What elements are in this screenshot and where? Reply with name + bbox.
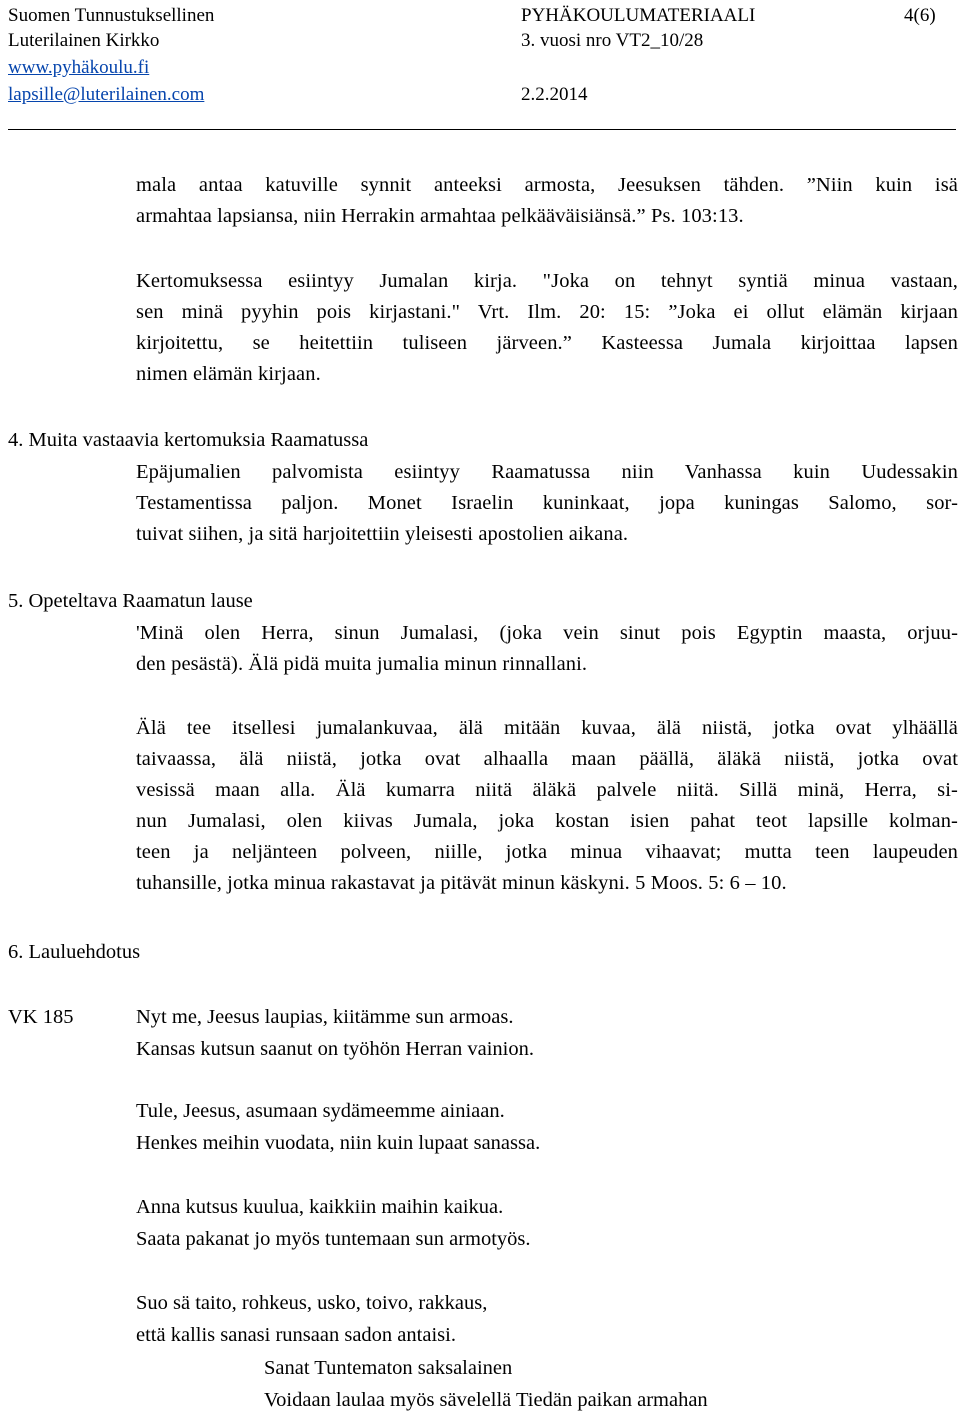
website-link[interactable]: www.pyhäkoulu.fi — [8, 57, 150, 78]
text-line: Testamentissa paljon. Monet Israelin kuninkaat, jopa kuningas Salomo, sor- — [136, 492, 958, 514]
issue-number: 3. vuosi nro VT2_10/28 — [521, 30, 704, 51]
section-6-heading: 6. Lauluehdotus — [8, 941, 141, 963]
text-line: 'Minä olen Herra, sinun Jumalasi, (joka vein sinut pois Egyptin maasta, orjuu- — [136, 622, 958, 644]
section-4-paragraph — [136, 457, 958, 550]
text-line: teen ja neljänteen polveen, niille, jotka minua vihaavat; mutta teen laupeuden — [136, 841, 958, 863]
hymn-line: Anna kutsus kuulua, kaikkiin maihin kaikua. — [136, 1196, 504, 1218]
lyrics-credit: Sanat Tuntematon saksalainen — [264, 1357, 513, 1379]
text-line: armahtaa lapsiansa, niin Herrakin armahtaa pelkääväisiänsä.” Ps. 103:13. — [136, 205, 744, 227]
intro-paragraph-1 — [136, 170, 958, 232]
issue-date: 2.2.2014 — [521, 84, 588, 105]
text-line: tuivat siihen, ja sitä harjoitettiin yleisesti apostolien aikana. — [136, 523, 629, 545]
hymn-line: Suo sä taito, rohkeus, usko, toivo, rakkaus, — [136, 1292, 488, 1314]
bible-verse-paragraph-2 — [136, 713, 958, 899]
hymn-line: Tule, Jeesus, asumaan sydämeemme ainiaan. — [136, 1100, 505, 1122]
intro-paragraph-2 — [136, 266, 958, 390]
hymn-line: Saata pakanat jo myös tuntemaan sun armotyös. — [136, 1228, 531, 1250]
section-5-heading: 5. Opeteltava Raamatun lause — [8, 590, 253, 612]
text-line: taivaassa, älä niistä, jotka ovat alhaalla maan päällä, äläkä niistä, jotka ovat — [136, 748, 958, 770]
text-line: Älä tee itsellesi jumalankuvaa, älä mitään kuvaa, älä niistä, jotka ovat ylhäällä — [136, 717, 958, 739]
org-name-line2: Luterilainen Kirkko — [8, 30, 160, 51]
text-line: sen minä pyyhin pois kirjastani." Vrt. Ilm. 20: 15: ”Joka ei ollut elämän kirjaan — [136, 301, 958, 323]
org-name-line1: Suomen Tunnustuksellinen — [8, 5, 215, 26]
bible-verse-paragraph-1 — [136, 618, 958, 680]
text-line: Epäjumalien palvomista esiintyy Raamatussa niin Vanhassa kuin Uudessakin — [136, 461, 958, 483]
melody-note: Voidaan laulaa myös sävelellä Tiedän paikan armahan — [264, 1389, 708, 1411]
hymn-line: Kansas kutsun saanut on työhön Herran vainion. — [136, 1038, 534, 1060]
section-4-heading: 4. Muita vastaavia kertomuksia Raamatussa — [8, 429, 369, 451]
text-line: nun Jumalasi, olen kiivas Jumala, joka kostan isien pahat teot lapsille kolman- — [136, 810, 958, 832]
hymn-line: että kallis sanasi runsaan sadon antaisi. — [136, 1324, 456, 1346]
hymn-line: Henkes meihin vuodata, niin kuin lupaat sanassa. — [136, 1132, 541, 1154]
header-divider — [8, 129, 956, 130]
text-line: kirjoitettu, se heitettiin tuliseen järveen.” Kasteessa Jumala kirjoittaa lapsen — [136, 332, 958, 354]
text-line: mala antaa katuville synnit anteeksi armosta, Jeesuksen tähden. ”Niin kuin isä — [136, 174, 958, 196]
material-title: PYHÄKOULUMATERIAALI — [521, 5, 756, 26]
hymn-line: Nyt me, Jeesus laupias, kiitämme sun armoas. — [136, 1006, 514, 1028]
text-line: nimen elämän kirjaan. — [136, 363, 321, 385]
text-line: tuhansille, jotka minua rakastavat ja pitävät minun käskyni. 5 Moos. 5: 6 – 10. — [136, 872, 787, 894]
page-number: 4(6) — [904, 5, 936, 26]
hymn-reference: VK 185 — [8, 1006, 74, 1028]
text-line: den pesästä). Älä pidä muita jumalia minun rinnallani. — [136, 653, 588, 675]
email-link[interactable]: lapsille@luterilainen.com — [8, 84, 205, 105]
text-line: vesissä maan alla. Älä kumarra niitä äläkä palvele niitä. Sillä minä, Herra, si- — [136, 779, 958, 801]
text-line: Kertomuksessa esiintyy Jumalan kirja. "Joka on tehnyt syntiä minua vastaan, — [136, 270, 958, 292]
